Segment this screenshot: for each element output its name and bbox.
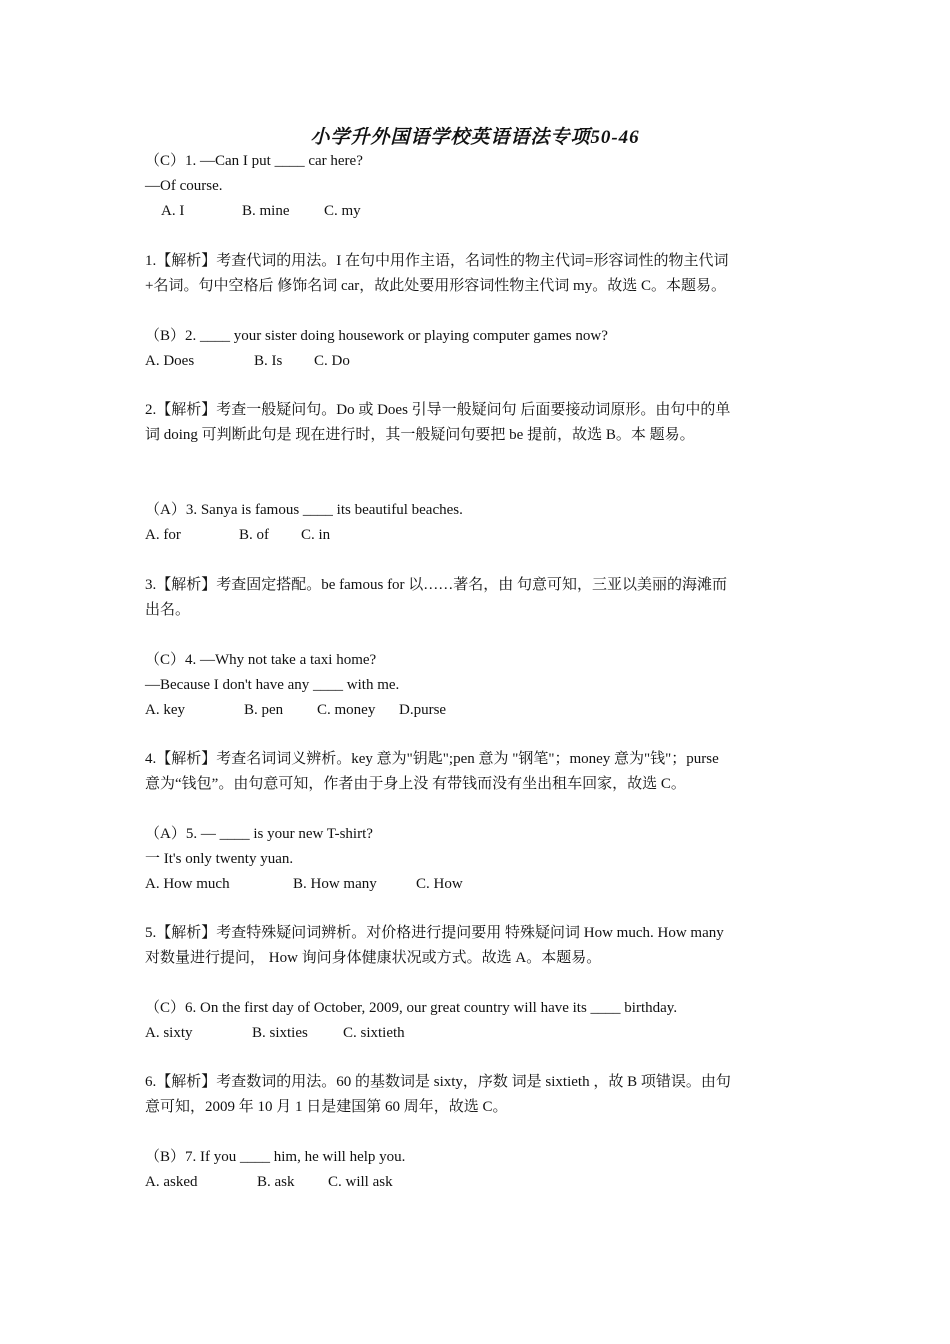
explanation-3-line-2: 出名。 [145,602,191,618]
option-a: A. I [161,203,185,219]
question-5-stem: （A）5. — ____ is your new T-shirt? [145,826,373,842]
question-6-stem: （C）6. On the first day of October, 2009, our great country will have its ____ birthday. [145,1000,678,1016]
option-a: A. for [145,527,181,543]
option-c: C. Do [314,353,350,369]
explanation-5-line-1: 5.【解析】考查特殊疑问词辨析。对价格进行提问要用 特殊疑问词 How much. How many [145,925,724,941]
page-title: 小学升外国语学校英语语法专项50-46 [310,127,640,148]
question-7-options [145,1170,810,1195]
option-a: A. Does [145,353,195,369]
option-a: A. sixty [145,1025,193,1041]
explanation-1-line-2: +名词。句中空格后 修饰名词 car，故此处要用形容词性物主代词 my。故选 C。本题易。 [145,278,726,294]
explanation-1-line-1: 1.【解析】考查代词的用法。I 在句中用作主语，名词性的物主代词=形容词性的物主代词 [145,253,729,269]
question-1-stem: （C）1. —Can I put ____ car here? [145,153,363,169]
option-c: C. money [317,702,376,718]
option-b: B. ask [257,1174,295,1190]
option-a: A. key [145,702,185,718]
option-b: B. mine [242,203,290,219]
question-2-options [145,349,810,374]
option-b: B. pen [244,702,284,718]
question-2-stem: （B）2. ____ your sister doing housework or playing computer games now? [145,328,608,344]
option-b: B. How many [293,876,377,892]
option-c: C. sixtieth [343,1025,405,1041]
option-d: D.purse [399,702,447,718]
question-6-options [145,1021,810,1046]
option-c: C. How [416,876,463,892]
option-b: B. sixties [252,1025,308,1041]
explanation-5-line-2: 对数量进行提问， How 询问身体健康状况或方式。故选 A。本题易。 [145,950,602,966]
option-c: C. my [324,203,361,219]
question-3-options [145,523,810,548]
option-b: B. Is [254,353,283,369]
question-5-options [145,872,810,897]
option-a: A. How much [145,876,230,892]
explanation-6-line-1: 6.【解析】考查数词的用法。60 的基数词是 sixty，序数 词是 sixtieth ，故 B 项错误。由句 [145,1074,731,1090]
question-1-options [145,199,810,224]
question-1-reply: —Of course. [145,178,223,194]
question-4-reply: —Because I don't have any ____ with me. [145,677,400,693]
explanation-6-line-2: 意可知，2009 年 10 月 1 日是建国第 60 周年，故选 C。 [145,1099,508,1115]
option-c: C. in [301,527,331,543]
explanation-4-line-1: 4.【解析】考查名词词义辨析。key 意为"钥匙";pen 意为 "钢笔"；money 意为"钱"；purse [145,751,719,767]
question-7-stem: （B）7. If you ____ him, he will help you. [145,1149,406,1165]
explanation-2-line-1: 2.【解析】考查一般疑问句。Do 或 Does 引导一般疑问句 后面要接动词原形。由句中的单 [145,402,731,418]
option-b: B. of [239,527,269,543]
explanation-3-line-1: 3.【解析】考查固定搭配。be famous for 以……著名，由 句意可知，三亚以美丽的海滩而 [145,577,728,593]
explanation-2-line-2: 词 doing 可判断此句是 现在进行时，其一般疑问句要把 be 提前，故选 B。本 题易。 [145,427,695,443]
option-c: C. will ask [328,1174,393,1190]
explanation-4-line-2: 意为“钱包”。由句意可知，作者由于身上没 有带钱而没有坐出租车回家，故选 C。 [145,776,686,792]
question-5-reply: 一 It's only twenty yuan. [145,851,294,867]
question-4-stem: （C）4. —Why not take a taxi home? [145,652,377,668]
option-a: A. asked [145,1174,198,1190]
question-3-stem: （A）3. Sanya is famous ____ its beautiful beaches. [145,502,463,518]
question-4-options [145,698,810,723]
